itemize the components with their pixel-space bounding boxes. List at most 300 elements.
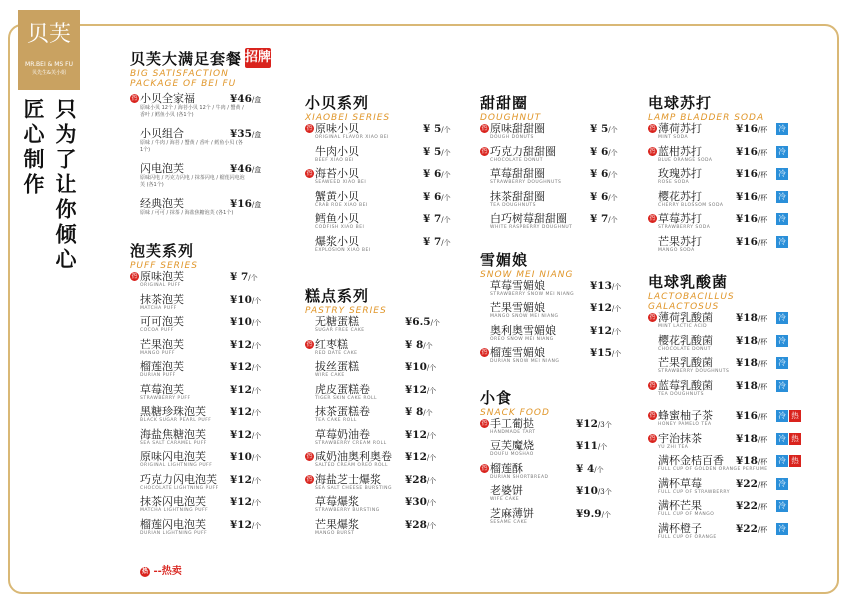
item-name-en: STRAWBERRY BURSTING <box>315 508 380 513</box>
price-value: ¥18 <box>736 334 758 347</box>
item-name-en: CHOCOLATE LIGHTNING PUFF <box>140 485 219 491</box>
menu-column-3 <box>480 92 620 529</box>
price-unit: /杯 <box>757 480 768 489</box>
price-unit: /杯 <box>757 171 768 179</box>
cold-drink-tag: 冷 <box>776 357 788 369</box>
menu-item <box>305 405 445 428</box>
item-name-en: DURIAN LIGHTNING PUFF <box>140 530 208 536</box>
price-unit: /个 <box>251 296 262 305</box>
menu-item <box>648 522 798 545</box>
item-name: 芒果苏打 <box>658 234 702 248</box>
item-price <box>736 478 767 492</box>
menu-item <box>305 360 445 383</box>
price-value: ¥18 <box>736 357 758 369</box>
item-name: 樱花乳酸菌 <box>658 333 713 347</box>
price-unit: /盒 <box>251 166 262 174</box>
item-name-en: CHOCOLATE DONUT <box>658 346 712 352</box>
item-price <box>405 384 436 398</box>
price-value: ¥46 <box>230 93 252 105</box>
price-unit: /个 <box>608 148 618 157</box>
price-value: ¥ 6 <box>590 190 609 203</box>
item-price <box>576 463 604 477</box>
price-value: ¥12 <box>230 361 252 373</box>
menu-item <box>305 212 451 235</box>
price-unit: /杯 <box>757 126 768 134</box>
item-name-en: HANDMADE TART <box>490 429 536 435</box>
item-name-en: MANGO BURST <box>315 530 355 536</box>
section-title: 小食 <box>480 388 513 407</box>
item-name: 虎皮蛋糕卷 <box>315 382 370 396</box>
price-unit: /个 <box>426 454 437 462</box>
item-name: 原味闪电泡芙 <box>140 450 206 463</box>
section-title: 泡芙系列 <box>130 242 195 260</box>
cold-drink-tag: 冷 <box>776 191 788 203</box>
item-price <box>230 339 261 353</box>
price-value: ¥16 <box>736 213 758 225</box>
item-price <box>405 496 436 510</box>
item-name: 牛肉小贝 <box>315 144 359 158</box>
price-value: ¥12 <box>230 496 252 508</box>
item-price <box>230 361 261 375</box>
menu-item <box>130 405 270 428</box>
item-name-en: COCOA PUFF <box>140 328 174 333</box>
menu-item <box>305 383 445 406</box>
menu-item <box>305 518 445 541</box>
price-unit: /个 <box>441 171 451 179</box>
item-price <box>405 361 436 375</box>
item-name: 抹茶蛋糕卷 <box>315 405 370 418</box>
price-unit: /个 <box>251 454 262 462</box>
price-value: ¥ 5 <box>423 145 442 158</box>
item-price <box>590 123 618 137</box>
item-name: 芒果爆浆 <box>315 517 359 531</box>
menu-item <box>480 507 620 530</box>
menu-item <box>305 450 445 473</box>
item-name: 巧克力闪电泡芙 <box>140 472 217 486</box>
menu-column-2 <box>305 92 451 540</box>
item-price <box>590 213 618 227</box>
item-name: 玫瑰苏打 <box>658 167 702 180</box>
item-name-en: FULL CUP OF MANGO <box>658 512 715 517</box>
section-donut-header <box>480 92 620 122</box>
price-value: ¥ 6 <box>423 190 442 203</box>
item-name-en: SESAME CAKE <box>490 519 528 525</box>
item-price <box>230 163 261 177</box>
price-unit: /个 <box>248 274 258 282</box>
section-set-items <box>130 92 270 232</box>
price-unit: /个 <box>251 386 262 395</box>
menu-item <box>305 167 451 190</box>
hot-seller-icon: 热 <box>481 349 488 356</box>
price-value: ¥18 <box>736 312 758 324</box>
item-name: 满杯橙子 <box>658 521 702 535</box>
price-value: ¥16 <box>736 168 758 180</box>
menu-column-4 <box>648 92 798 544</box>
section-drinks-items <box>648 409 798 544</box>
price-unit: /个 <box>251 431 262 440</box>
item-name: 小贝组合 <box>140 127 184 140</box>
item-price <box>230 93 261 107</box>
item-price <box>736 357 767 371</box>
price-unit: /个 <box>251 521 262 530</box>
item-price <box>405 339 433 353</box>
item-name: 原味小贝 <box>315 122 359 135</box>
menu-item <box>305 338 445 361</box>
item-name-en: ORIGINAL PUFF <box>140 283 181 288</box>
item-name: 海苔小贝 <box>315 167 359 180</box>
legend <box>140 562 182 577</box>
item-name: 蟹黄小贝 <box>315 189 359 203</box>
item-price <box>576 440 607 454</box>
menu-item <box>480 462 620 485</box>
item-name: 红枣糕 <box>315 337 348 351</box>
item-name-en: DOUGH DONUTS <box>490 135 534 140</box>
section-xiaobei-header <box>305 92 445 122</box>
item-name-en: SUGAR FREE CAKE <box>315 328 365 333</box>
menu-item <box>130 162 270 197</box>
item-name: 手工葡挞 <box>490 416 534 430</box>
section-title: 小贝系列 <box>305 94 370 112</box>
item-price <box>230 519 261 533</box>
price-unit: /杯 <box>757 458 768 466</box>
item-name: 爆浆小贝 <box>315 234 359 248</box>
item-description: 原味 / 可可 / 抹茶 / 海盐焦糖泡芙 (各1个) <box>140 210 234 216</box>
item-name-en: TIGER SKIN CAKE ROLL <box>315 395 378 401</box>
item-name-en: CODFISH XIAO BEI <box>315 225 365 230</box>
menu-item <box>480 301 620 324</box>
item-price <box>423 236 451 250</box>
item-price <box>590 146 618 160</box>
item-name-en: BLACK SUGAR PEARL PUFF <box>140 418 212 423</box>
item-name-en: EXPLOSION XIAO BEI <box>315 247 371 253</box>
section-subtitle: XIAOBEI SERIES <box>305 113 391 123</box>
item-name: 薄荷苏打 <box>658 122 702 135</box>
menu-item <box>480 212 620 235</box>
price-value: ¥10 <box>230 293 252 306</box>
menu-item <box>130 270 270 293</box>
hot-seller-icon: 热 <box>649 314 656 321</box>
price-value: ¥16 <box>736 235 758 248</box>
price-value: ¥ 6 <box>590 145 609 158</box>
price-unit: /个 <box>426 499 437 507</box>
section-title: 糕点系列 <box>305 287 370 305</box>
item-name-en: CHOCOLATE DONUT <box>490 157 544 163</box>
item-name: 拔丝蛋糕 <box>315 360 359 373</box>
item-name: 宇治抹茶 <box>658 431 702 445</box>
cold-drink-tag: 冷 <box>776 123 788 135</box>
price-value: ¥15 <box>590 347 612 359</box>
item-name-en: DOUFU MOSHAO <box>490 452 534 457</box>
price-value: ¥22 <box>736 477 758 490</box>
price-unit: /杯 <box>757 413 768 421</box>
item-name-en: ORIGINAL LIGHTNING PUFF <box>140 463 213 468</box>
price-value: ¥12 <box>576 417 598 430</box>
item-name: 榴莲酥 <box>490 461 523 475</box>
item-description: 原味 / 牛肉 / 海苔 / 蟹黄 / 香叶 / 鳕鱼小贝 (各1个) <box>140 140 243 153</box>
cold-drink-tag: 冷 <box>776 455 788 467</box>
menu-item <box>648 145 798 168</box>
menu-item <box>305 144 451 168</box>
item-name: 薄荷乳酸菌 <box>658 311 713 324</box>
item-name: 抹茶甜甜圈 <box>490 189 545 203</box>
section-subtitle: BIG SATISFACTION PACKAGE OF BEI FU <box>130 69 237 89</box>
item-name-en: STRAWBERRY DOUGHNUTS <box>658 369 730 374</box>
item-price <box>576 485 612 499</box>
price-unit: /个 <box>608 126 618 134</box>
item-price <box>736 191 767 205</box>
item-name-en: BLUE ORANGE SODA <box>658 157 713 163</box>
item-price <box>230 271 258 285</box>
menu-item <box>130 315 270 338</box>
cold-drink-tag: 冷 <box>776 523 788 535</box>
item-name: 蓝莓乳酸菌 <box>658 378 713 392</box>
item-name: 巧克力甜甜圈 <box>490 144 556 158</box>
item-name-en: WIFE CAKE <box>490 497 520 502</box>
item-name-en: HONEY PAMELO TEA <box>658 422 712 427</box>
cold-drink-tag: 冷 <box>776 478 788 490</box>
price-unit: /个 <box>423 409 433 417</box>
price-value: ¥ 6 <box>590 168 609 180</box>
hot-seller-icon: 热 <box>481 464 488 472</box>
price-value: ¥22 <box>736 522 758 535</box>
brand-name-cn: 贝先生&芙小姐 <box>32 70 66 76</box>
price-value: ¥12 <box>230 428 252 441</box>
item-name-en: SALTED CREAM OREO ROLL <box>315 463 389 468</box>
item-name: 白巧树莓甜甜圈 <box>490 212 567 225</box>
hot-seller-icon: 热 <box>481 419 488 427</box>
item-name: 闪电泡芙 <box>140 162 184 175</box>
price-unit: /杯 <box>757 503 768 511</box>
legend-text: --热卖 <box>153 566 182 577</box>
price-value: ¥10 <box>230 316 252 328</box>
cold-drink-tag: 冷 <box>776 213 788 225</box>
menu-item <box>305 315 445 338</box>
price-unit: /盒 <box>251 131 262 139</box>
menu-item <box>480 484 620 507</box>
price-unit: /个 <box>441 126 451 134</box>
item-name: 原味泡芙 <box>140 270 184 283</box>
cold-drink-tag: 冷 <box>776 236 788 248</box>
menu-item <box>648 477 798 500</box>
hot-seller-icon: 热 <box>306 125 313 132</box>
section-puff-items <box>130 270 270 540</box>
cold-drink-tag: 冷 <box>776 380 788 392</box>
item-description: 原味小贝 12个 / 海苔小贝 12个 / 牛肉 / 蟹黄 / 香叶 / 鳕鱼小贝 (各1个) <box>140 105 244 118</box>
signature-badge: 招牌 <box>245 48 271 68</box>
price-value: ¥ 4 <box>576 462 595 475</box>
item-price <box>230 294 261 308</box>
price-value: ¥35 <box>230 128 252 140</box>
price-unit: /杯 <box>757 148 768 157</box>
menu-item <box>648 454 798 477</box>
price-unit: /个 <box>430 319 440 327</box>
menu-item <box>480 122 620 145</box>
cold-drink-tag: 冷 <box>776 312 788 324</box>
price-unit: /个 <box>251 499 262 507</box>
item-price <box>230 496 261 510</box>
hot-seller-icon: 热 <box>649 215 656 222</box>
price-value: ¥16 <box>736 410 758 422</box>
price-unit: /个 <box>601 510 611 519</box>
item-name-en: FULL CUP OF ORANGE <box>658 534 717 540</box>
section-subtitle: PASTRY SERIES <box>305 306 387 316</box>
menu-item <box>130 383 270 406</box>
menu-item <box>480 417 620 440</box>
item-name: 海盐芝士爆浆 <box>315 472 381 486</box>
price-unit: /个 <box>597 443 608 451</box>
menu-item <box>648 432 798 455</box>
item-price <box>230 429 261 443</box>
section-soda-items <box>648 122 798 257</box>
section-subtitle: SNACK FOOD <box>480 407 550 418</box>
item-name-en: ORIGINAL FLAVOR XIAO BEI <box>315 135 389 140</box>
item-price <box>590 347 621 361</box>
price-unit: /个 <box>594 465 604 474</box>
item-name-en: SEAWEED XIAO BEI <box>315 180 367 185</box>
item-price <box>230 384 261 398</box>
price-unit: /杯 <box>757 337 768 346</box>
item-price <box>736 455 767 469</box>
item-name-en: ROSE SODA <box>658 180 690 185</box>
item-name-en: FULL CUP OF STRAWBERRY <box>658 489 730 495</box>
menu-item <box>130 293 270 316</box>
price-value: ¥18 <box>736 455 758 467</box>
item-name-en: WHITE RASPBERRY DOUGHNUT <box>490 225 573 230</box>
item-price <box>590 191 618 205</box>
item-name-en: STRAWBERRY CREAM ROLL <box>315 440 387 446</box>
item-price <box>230 198 261 212</box>
item-name-en: MANGO SODA <box>658 247 695 253</box>
menu-item <box>648 122 798 145</box>
price-unit: /个 <box>423 341 433 350</box>
item-name-en: CRAB ROE XIAO BEI <box>315 202 368 208</box>
item-name: 豆芙魔烧 <box>490 439 534 452</box>
cold-drink-tag: 冷 <box>776 410 788 422</box>
price-unit: /个 <box>611 350 622 358</box>
item-price <box>736 123 767 137</box>
cold-drink-tag: 冷 <box>776 146 788 158</box>
item-name-en: MATCHA LIGHTNING PUFF <box>140 508 209 513</box>
section-snack-items <box>480 417 620 530</box>
section-soda-header <box>648 92 798 122</box>
item-price <box>423 213 451 227</box>
item-price <box>736 335 767 349</box>
menu-item <box>305 495 445 518</box>
item-name: 奥利奥雪媚娘 <box>490 323 556 337</box>
section-xuemei-header <box>480 249 620 279</box>
brand-name-en: MR.BEI & MS FU <box>25 61 73 68</box>
price-value: ¥16 <box>736 123 758 135</box>
item-name: 榴莲雪媚娘 <box>490 346 545 359</box>
price-value: ¥16 <box>230 198 252 210</box>
item-name-en: DURIAN PUFF <box>140 373 176 378</box>
price-unit: /3个 <box>597 488 612 496</box>
item-name-en: DURIAN SNOW MEI NIANG <box>490 359 560 364</box>
item-name: 小贝全家福 <box>140 92 195 105</box>
price-unit: /杯 <box>757 238 768 247</box>
hot-seller-icon: 热 <box>306 453 313 460</box>
item-name-en: MATCHA PUFF <box>140 305 177 311</box>
item-name-en: OREO SNOW MEI NIANG <box>490 336 554 342</box>
item-name: 榴莲泡芙 <box>140 360 184 373</box>
item-name: 蓝柑苏打 <box>658 144 702 158</box>
price-value: ¥12 <box>590 302 612 314</box>
item-price <box>405 429 436 443</box>
section-title: 甜甜圈 <box>480 94 529 112</box>
item-price <box>590 168 618 182</box>
price-unit: /个 <box>441 193 451 202</box>
price-value: ¥12 <box>405 383 427 396</box>
brand-glyph: 贝芙 <box>26 22 71 47</box>
item-price <box>423 146 451 160</box>
cold-drink-tag: 冷 <box>776 168 788 180</box>
section-subtitle: LACTOBACILLUS GALACTOSUS <box>648 292 735 312</box>
section-subtitle: LAMP BLADDER SODA <box>648 113 765 123</box>
item-name: 榴莲闪电泡芙 <box>140 517 206 531</box>
item-name-en: TEA DOUGHNUTS <box>658 391 705 397</box>
item-name: 芒果泡芙 <box>140 337 184 351</box>
item-name: 咸奶油奥利奥卷 <box>315 450 392 463</box>
hot-seller-icon: 热 <box>306 170 313 177</box>
item-price <box>230 316 261 330</box>
price-unit: /个 <box>611 305 622 313</box>
price-value: ¥22 <box>736 500 758 512</box>
item-name-en: CHERRY BLOSSOM SODA <box>658 202 724 208</box>
item-name: 芒果雪媚娘 <box>490 301 545 314</box>
menu-item <box>130 197 270 232</box>
item-name: 海盐焦糖泡芙 <box>140 427 206 441</box>
item-name: 原味甜甜圈 <box>490 122 545 135</box>
item-name-en: BEEF XIAO BEI <box>315 157 354 163</box>
price-value: ¥46 <box>230 163 252 175</box>
item-name: 樱花苏打 <box>658 189 702 203</box>
price-unit: /个 <box>441 216 451 224</box>
menu-item <box>130 495 270 518</box>
menu-item <box>648 311 798 334</box>
menu-item <box>130 473 270 496</box>
item-price <box>576 508 611 522</box>
price-value: ¥ 8 <box>405 406 424 418</box>
hot-seller-icon: 热 <box>649 147 656 155</box>
menu-item <box>480 167 620 190</box>
price-value: ¥30 <box>405 496 427 508</box>
menu-item <box>480 279 620 302</box>
price-value: ¥10 <box>230 451 252 463</box>
item-name-en: TEA CAKE ROLL <box>315 418 357 423</box>
section-subtitle: SNOW MEI NIANG <box>480 269 574 280</box>
item-price <box>590 302 621 316</box>
hot-drink-tag: 热 <box>789 433 801 445</box>
cold-drink-tag: 冷 <box>776 500 788 512</box>
item-price <box>423 168 451 182</box>
item-name-en: MINT SODA <box>658 135 689 140</box>
hot-seller-icon: 热 <box>306 475 313 483</box>
price-value: ¥10 <box>405 361 427 373</box>
price-unit: /盒 <box>251 96 262 104</box>
price-value: ¥18 <box>736 432 758 445</box>
item-price <box>736 168 767 182</box>
price-unit: /个 <box>611 327 622 336</box>
hot-seller-icon: 热 <box>649 125 656 132</box>
price-unit: /3个 <box>597 420 612 429</box>
menu-item <box>648 499 798 522</box>
menu-item <box>648 190 798 213</box>
brand-logo <box>18 10 80 90</box>
price-unit: /个 <box>608 216 618 224</box>
hot-seller-icon: 热 <box>481 147 488 155</box>
price-value: ¥11 <box>576 440 598 452</box>
menu-item <box>130 92 270 127</box>
